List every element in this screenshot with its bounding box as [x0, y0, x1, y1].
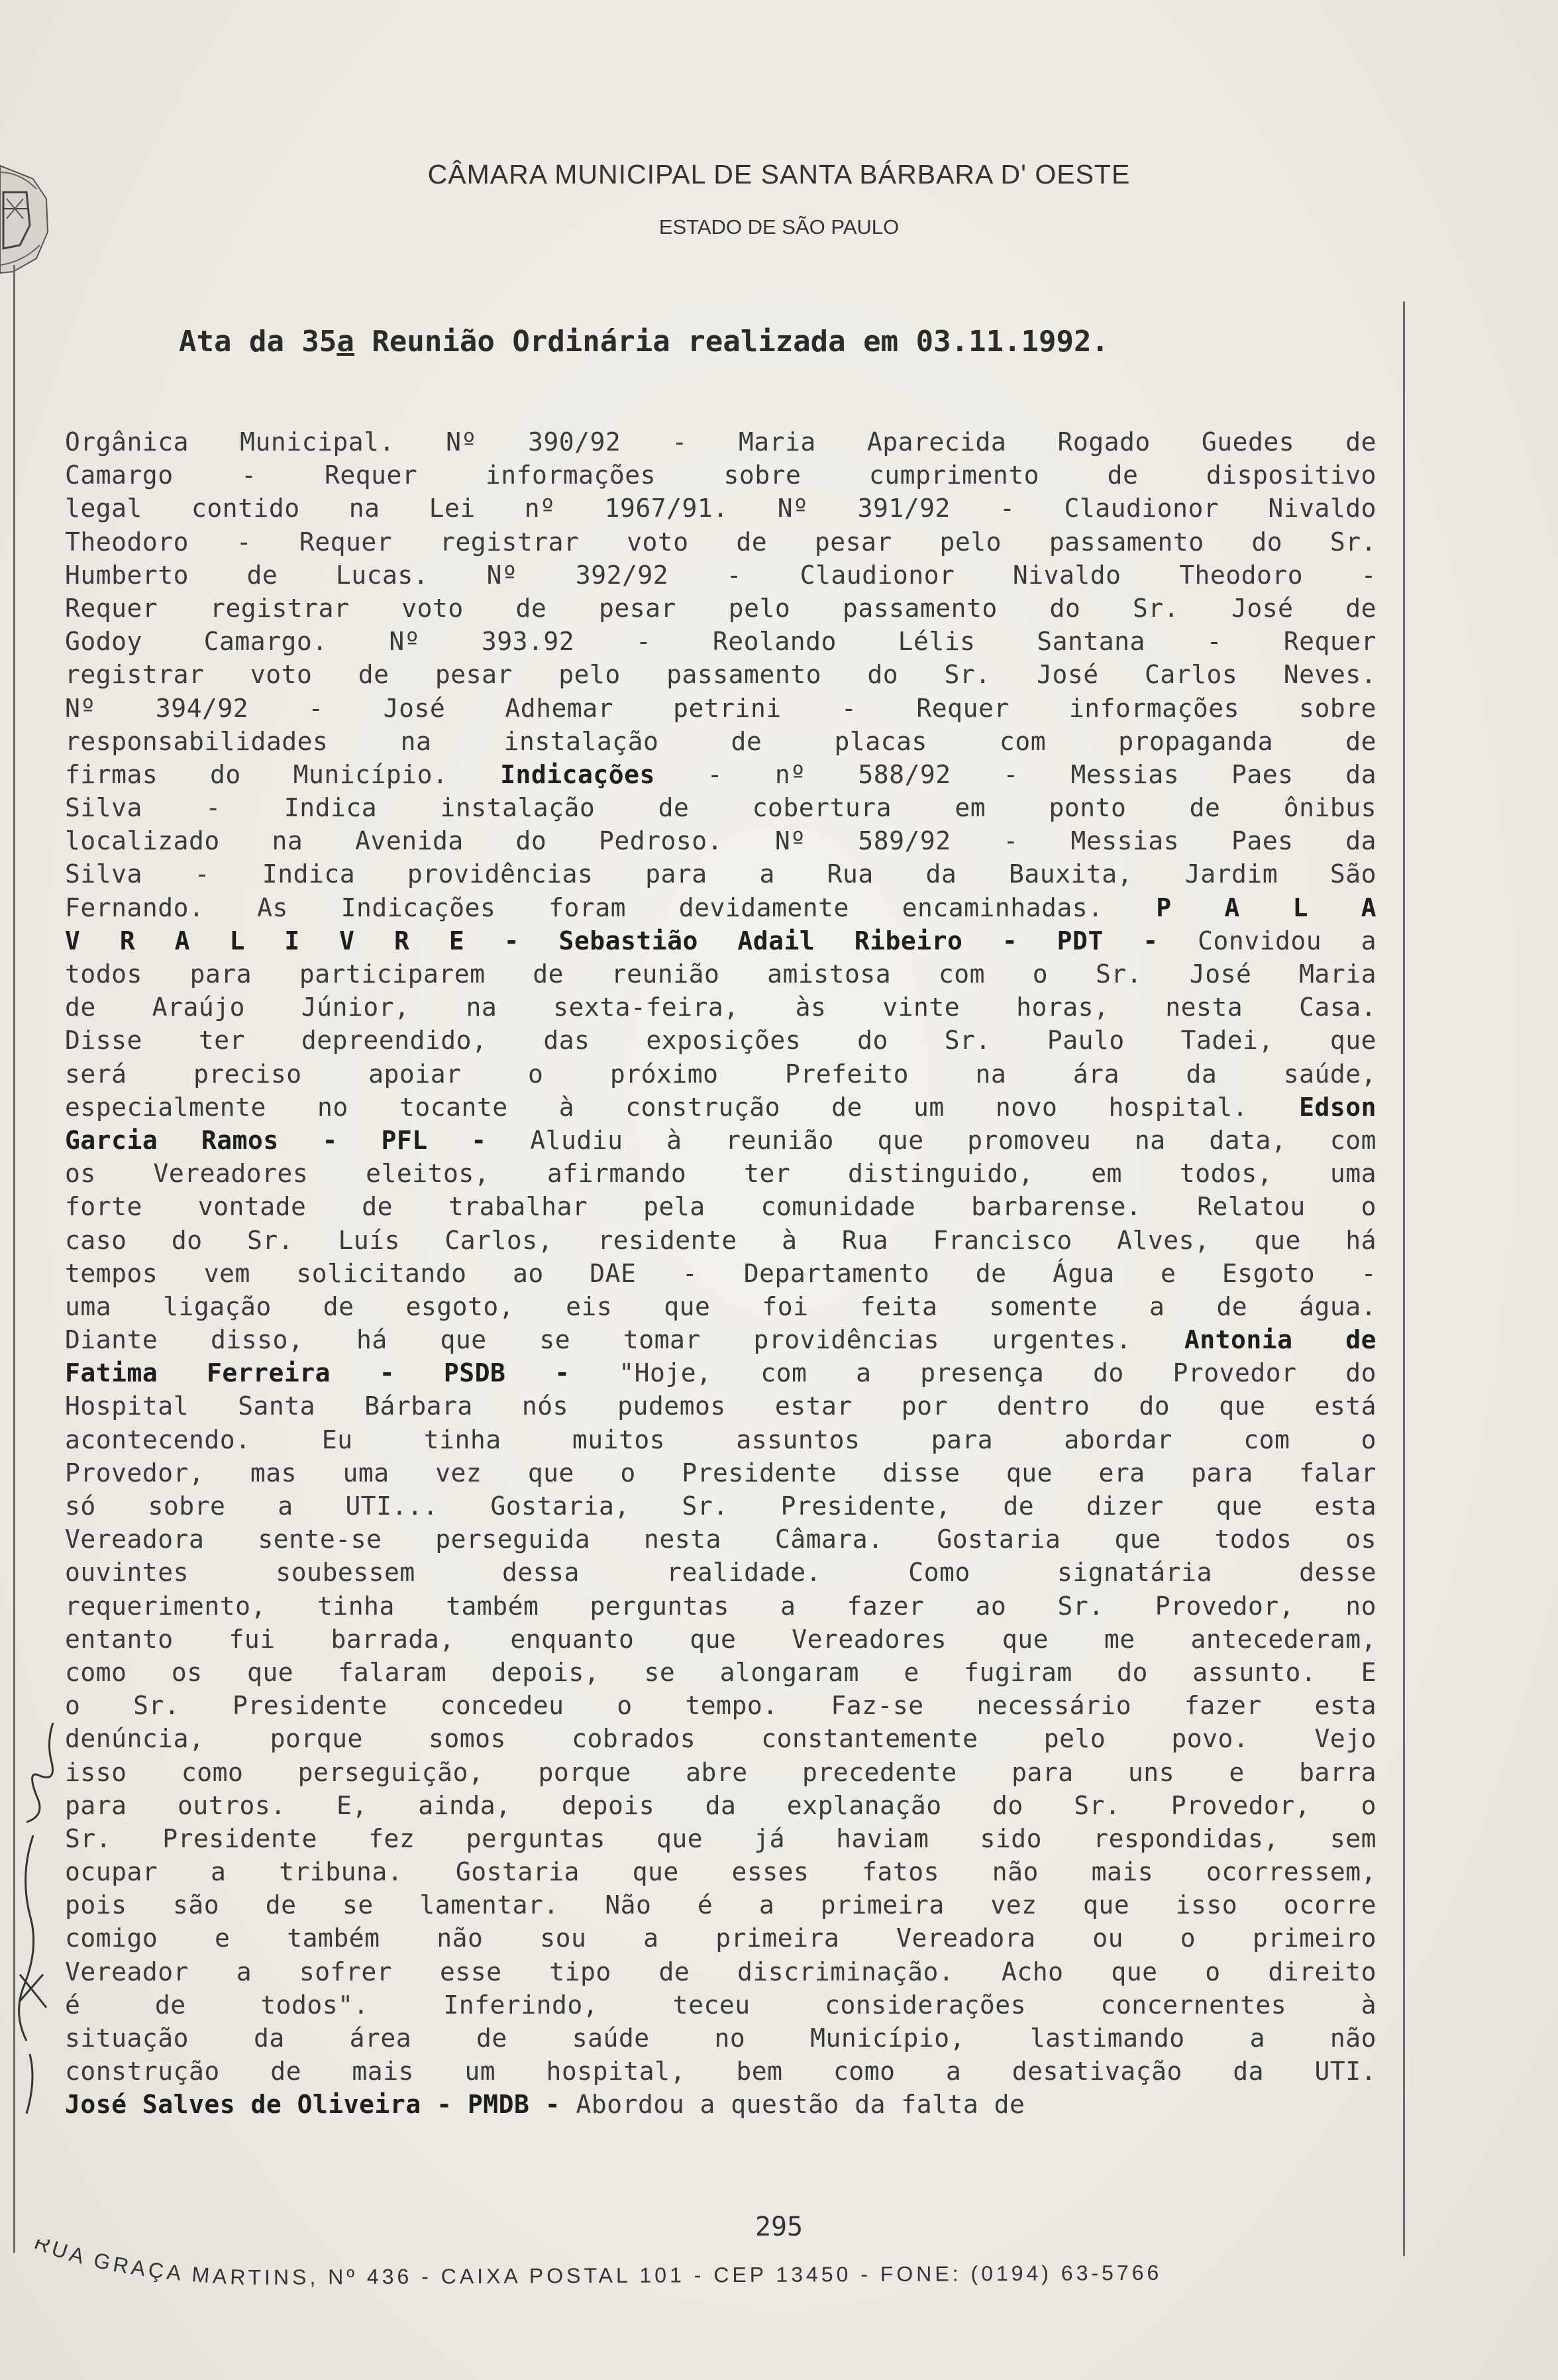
text-run: Provedor, mas uma vez que o Presidente disse que era para falar [65, 1458, 1376, 1488]
text-run: localizado na Avenida do Pedroso. Nº 589/92 - Messias Paes da [65, 826, 1376, 856]
minutes-title-ordinal: a [337, 325, 354, 358]
right-margin-rule [1403, 301, 1405, 2256]
text-line [65, 625, 1376, 658]
speaker-heading: Edson [1299, 1092, 1376, 1122]
text-line [65, 725, 1376, 758]
text-line [65, 2055, 1376, 2088]
text-line [65, 1389, 1376, 1423]
text-run: situação da área de saúde no Município, lastimando a não [65, 2024, 1376, 2053]
text-line [65, 1988, 1376, 2022]
text-run: de Araújo Júnior, na sexta-feira, às vinte horas, nesta Casa. [65, 993, 1376, 1022]
text-line [65, 1756, 1376, 1789]
text-run: comigo e também não sou a primeira Vereadora ou o primeiro [65, 1923, 1376, 1953]
text-run: Requer registrar voto de pesar pelo passamento do Sr. José de [65, 593, 1376, 623]
text-run: Hospital Santa Bárbara nós pudemos estar por dentro do que está [65, 1391, 1376, 1421]
text-run: Abordou a questão da falta de [560, 2090, 1025, 2120]
text-line [65, 1423, 1376, 1456]
text-line [65, 1955, 1376, 1988]
text-line [65, 1356, 1376, 1389]
text-line [65, 957, 1376, 991]
text-run: entanto fui barrada, enquanto que Vereadores que me antecederam, [65, 1624, 1376, 1654]
text-line [65, 857, 1376, 891]
text-run: será preciso apoiar o próximo Prefeito na ára da saúde, [65, 1059, 1376, 1089]
text-run: Aludiu à reunião que promoveu na data, com [486, 1125, 1376, 1155]
text-line [65, 824, 1376, 857]
minutes-title-prefix: Ata da 35 [179, 325, 337, 358]
text-run: é de todos". Inferindo, teceu considerações concernentes à [65, 1990, 1376, 2020]
page-number: 295 [754, 2212, 804, 2242]
text-line [65, 891, 1376, 924]
text-line [65, 1323, 1376, 1356]
text-run: todos para participarem de reunião amistosa com o Sr. José Maria [65, 959, 1376, 989]
text-line [65, 1921, 1376, 1955]
text-line [65, 1822, 1376, 1855]
text-run: Vereador a sofrer esse tipo de discriminação. Acho que o direito [65, 1957, 1376, 1986]
text-run: tempos vem solicitando ao DAE - Departamento de Água e Esgoto - [65, 1258, 1376, 1288]
text-run: acontecendo. Eu tinha muitos assuntos para abordar com o [65, 1425, 1376, 1454]
text-run: - nº 588/92 - Messias Paes da [654, 759, 1377, 789]
text-run: denúncia, porque somos cobrados constantemente pelo povo. Vejo [65, 1724, 1376, 1754]
text-line [65, 1190, 1376, 1223]
text-line [65, 1091, 1376, 1124]
text-line [65, 2088, 1376, 2121]
text-run: caso do Sr. Luís Carlos, residente à Rua Francisco Alves, que há [65, 1225, 1376, 1255]
minutes-title [179, 325, 1109, 358]
text-run: uma ligação de esgoto, eis que foi feita somente a de água. [65, 1291, 1376, 1321]
text-line [65, 1024, 1376, 1057]
text-run: construção de mais um hospital, bem como a desativação da UTI. [65, 2057, 1376, 2086]
text-run: isso como perseguição, porque abre precedente para uns e barra [65, 1757, 1376, 1787]
speaker-heading: V R A L I V R E - Sebastião Adail Ribeiro - PDT - [65, 926, 1159, 955]
text-line [65, 525, 1376, 559]
text-run: requerimento, tinha também perguntas a fazer ao Sr. Provedor, no [65, 1591, 1376, 1621]
speaker-heading: Indicações [500, 759, 655, 789]
text-line [65, 2022, 1376, 2055]
text-run: Orgânica Municipal. Nº 390/92 - Maria Aparecida Rogado Guedes de [65, 427, 1376, 457]
text-run: "Hoje, com a presença do Provedor do [570, 1358, 1377, 1388]
handwritten-signature [7, 1723, 66, 2120]
text-run: Fernando. As Indicações foram devidamente encaminhadas. [65, 892, 1157, 922]
text-line [65, 1888, 1376, 1921]
text-line [65, 791, 1376, 824]
text-run: Silva - Indica providências para a Rua da Bauxita, Jardim São [65, 859, 1376, 889]
text-run: registrar voto de pesar pelo passamento do Sr. José Carlos Neves. [65, 660, 1376, 690]
minutes-title-suffix: Reunião Ordinária realizada em 03.11.1992. [354, 325, 1110, 358]
footer-address [26, 2240, 1550, 2319]
text-line [65, 1489, 1376, 1523]
text-line [65, 1656, 1376, 1689]
text-line [65, 758, 1376, 791]
text-run: firmas do Município. [65, 759, 501, 789]
text-run: Vereadora sente-se perseguida nesta Câmara. Gostaria que todos os [65, 1525, 1376, 1554]
minutes-body [65, 425, 1376, 2122]
text-line [65, 924, 1376, 957]
text-run: como os que falaram depois, se alongaram e fugiram do assunto. E [65, 1657, 1376, 1687]
footer-address-text: RUA GRAÇA MARTINS, Nº 436 - CAIXA POSTAL 101 - CEP 13450 - FONE: (0194) 63-5766 [31, 2240, 1163, 2290]
svg-text:RUA GRAÇA MARTINS, Nº 436 - CA [31, 2240, 1162, 2289]
text-line [65, 492, 1376, 525]
text-line [65, 1224, 1376, 1257]
text-run: forte vontade de trabalhar pela comunidade barbarense. Relatou o [65, 1192, 1376, 1222]
text-line [65, 559, 1376, 592]
text-line [65, 1456, 1376, 1489]
text-line [65, 1722, 1376, 1755]
text-run: Sr. Presidente fez perguntas que já haviam sido respondidas, sem [65, 1823, 1376, 1853]
text-run: Convidou a [1158, 926, 1376, 955]
text-line [65, 1855, 1376, 1888]
text-run: Disse ter depreendido, das exposições do Sr. Paulo Tadei, que [65, 1026, 1376, 1055]
text-line [65, 991, 1376, 1024]
text-line [65, 1789, 1376, 1822]
text-run: Godoy Camargo. Nº 393.92 - Reolando Lélis Santana - Requer [65, 627, 1376, 657]
text-line [65, 1689, 1376, 1722]
text-run: só sobre a UTI... Gostaria, Sr. Presidente, de dizer que esta [65, 1491, 1376, 1521]
institution-header: CÂMARA MUNICIPAL DE SANTA BÁRBARA D' OESTE [427, 159, 1131, 189]
text-run: ouvintes soubessem dessa realidade. Como signatária desse [65, 1558, 1376, 1588]
text-line [65, 425, 1376, 459]
text-line [65, 658, 1376, 691]
text-run: ocupar a tribuna. Gostaria que esses fatos não mais ocorressem, [65, 1857, 1376, 1887]
text-line [65, 1623, 1376, 1656]
state-subheader: ESTADO DE SÃO PAULO [658, 215, 900, 239]
text-line [65, 459, 1376, 492]
text-run: especialmente no tocante à construção de um novo hospital. [65, 1092, 1300, 1122]
text-run: para outros. E, ainda, depois da explanação do Sr. Provedor, o [65, 1790, 1376, 1820]
text-run: pois são de se lamentar. Não é a primeira vez que isso ocorre [65, 1890, 1376, 1920]
text-run: o Sr. Presidente concedeu o tempo. Faz-se necessário fazer esta [65, 1691, 1376, 1721]
text-line [65, 1523, 1376, 1556]
text-run: Silva - Indica instalação de cobertura em ponto de ônibus [65, 793, 1376, 823]
text-line [65, 592, 1376, 625]
text-line [65, 1057, 1376, 1091]
text-run: Theodoro - Requer registrar voto de pesar pelo passamento do Sr. [65, 527, 1376, 557]
text-run: os Vereadores eleitos, afirmando ter distinguido, em todos, uma [65, 1159, 1376, 1189]
text-line [65, 1556, 1376, 1589]
speaker-heading: P A L A [1156, 892, 1376, 922]
text-line [65, 692, 1376, 725]
speaker-heading: José Salves de Oliveira - PMDB - [65, 2090, 561, 2120]
text-run: Camargo - Requer informações sobre cumprimento de dispositivo [65, 460, 1376, 490]
text-line [65, 1257, 1376, 1290]
text-line [65, 1124, 1376, 1157]
text-run: Diante disso, há que se tomar providências urgentes. [65, 1325, 1184, 1355]
speaker-heading: Fatima Ferreira - PSDB - [65, 1358, 570, 1388]
text-run: responsabilidades na instalação de placas com propaganda de [65, 726, 1376, 756]
text-run: legal contido na Lei nº 1967/91. Nº 391/92 - Claudionor Nivaldo [65, 494, 1376, 523]
text-run: Nº 394/92 - José Adhemar petrini - Requer informações sobre [65, 693, 1376, 723]
text-line [65, 1290, 1376, 1323]
text-run: Humberto de Lucas. Nº 392/92 - Claudionor Nivaldo Theodoro - [65, 560, 1376, 590]
speaker-heading: Garcia Ramos - PFL - [65, 1125, 487, 1155]
text-line [65, 1590, 1376, 1623]
speaker-heading: Antonia de [1184, 1325, 1377, 1355]
text-line [65, 1157, 1376, 1190]
